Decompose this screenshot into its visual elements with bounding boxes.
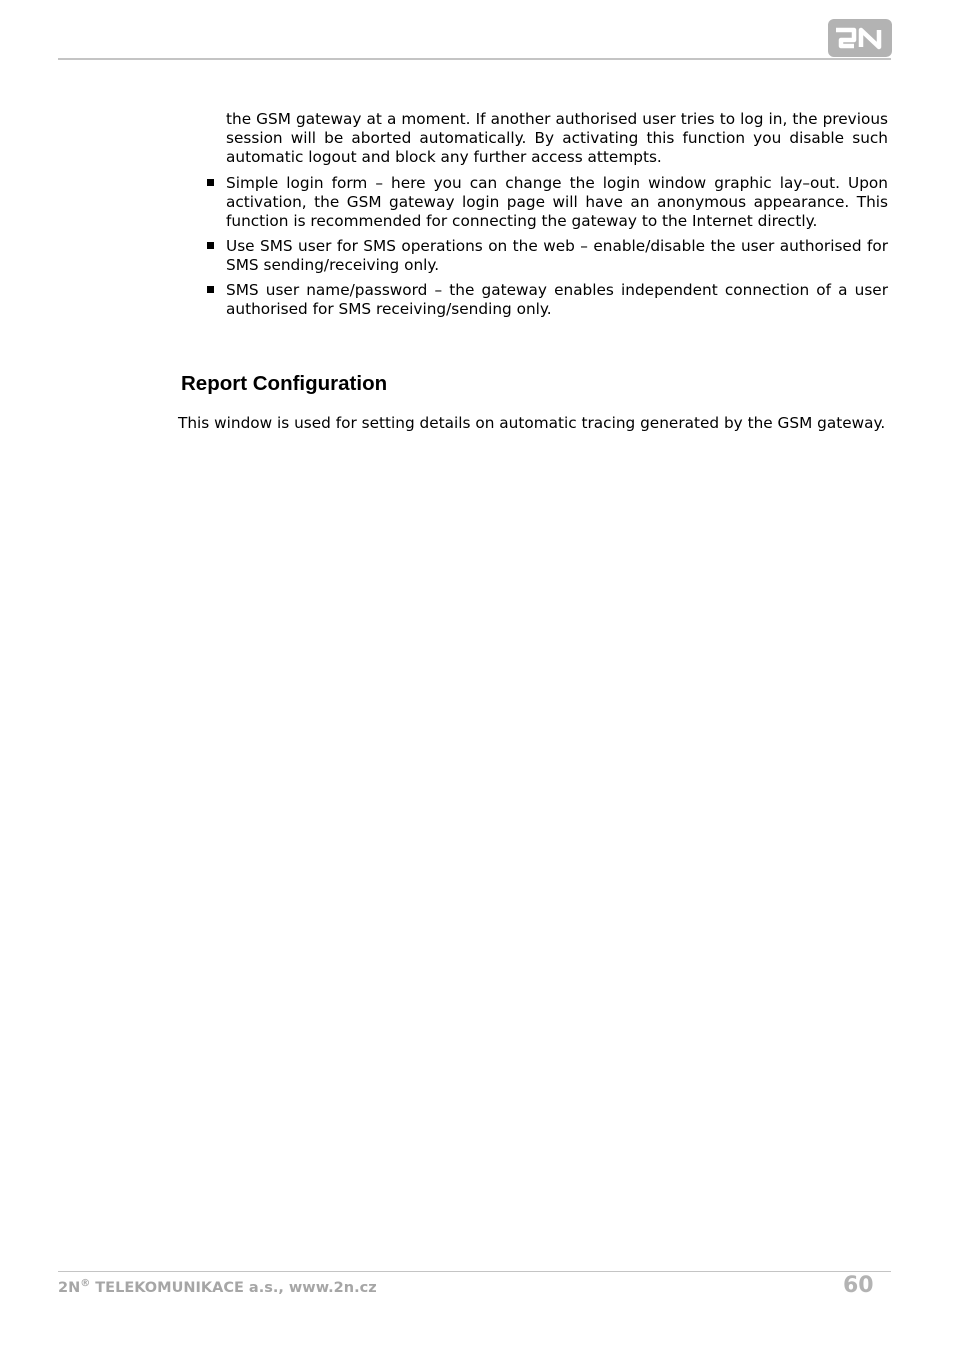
footer-brand: 2N [58,1280,81,1296]
registered-mark: ® [80,1278,91,1289]
continued-paragraph: the GSM gateway at a moment. If another authorised user tries to log in, the previous session will be aborted automatically. By activating this function you disable such automatic logout and block any further access attempts. [226,110,888,166]
bullet-simple-login-form [205,174,888,231]
section-body: This window is used for setting details on automatic tracing generated by the GSM gateway. [178,414,886,432]
square-bullet-icon [207,286,214,293]
bullet-use-sms-user [205,237,888,275]
header-rule [58,58,891,60]
footer-company [58,1278,377,1298]
bullet-text: Use SMS user for SMS operations on the web – enable/disable the user authorised for SMS sending/receiving only. [226,237,888,274]
bullet-text: Simple login form – here you can change the login window graphic lay–out. Upon activation, the GSM gateway login page will have an anonymous appearance. This function is recommended for connecting the gateway to the Internet directly. [226,174,888,230]
footer-rule [58,1271,891,1272]
square-bullet-icon [207,179,214,186]
bullet-sms-user-credentials [205,281,888,319]
footer-company-text: TELEKOMUNIKACE a.s., www.2n.cz [90,1280,377,1296]
bullet-text: SMS user name/password – the gateway enables independent connection of a user authorised for SMS receiving/sending only. [226,281,888,318]
2n-logo [828,19,892,57]
square-bullet-icon [207,242,214,249]
settings-bullet-list [205,174,888,325]
section-heading: Report Configuration [181,372,388,395]
page-number: 60 [843,1273,874,1298]
